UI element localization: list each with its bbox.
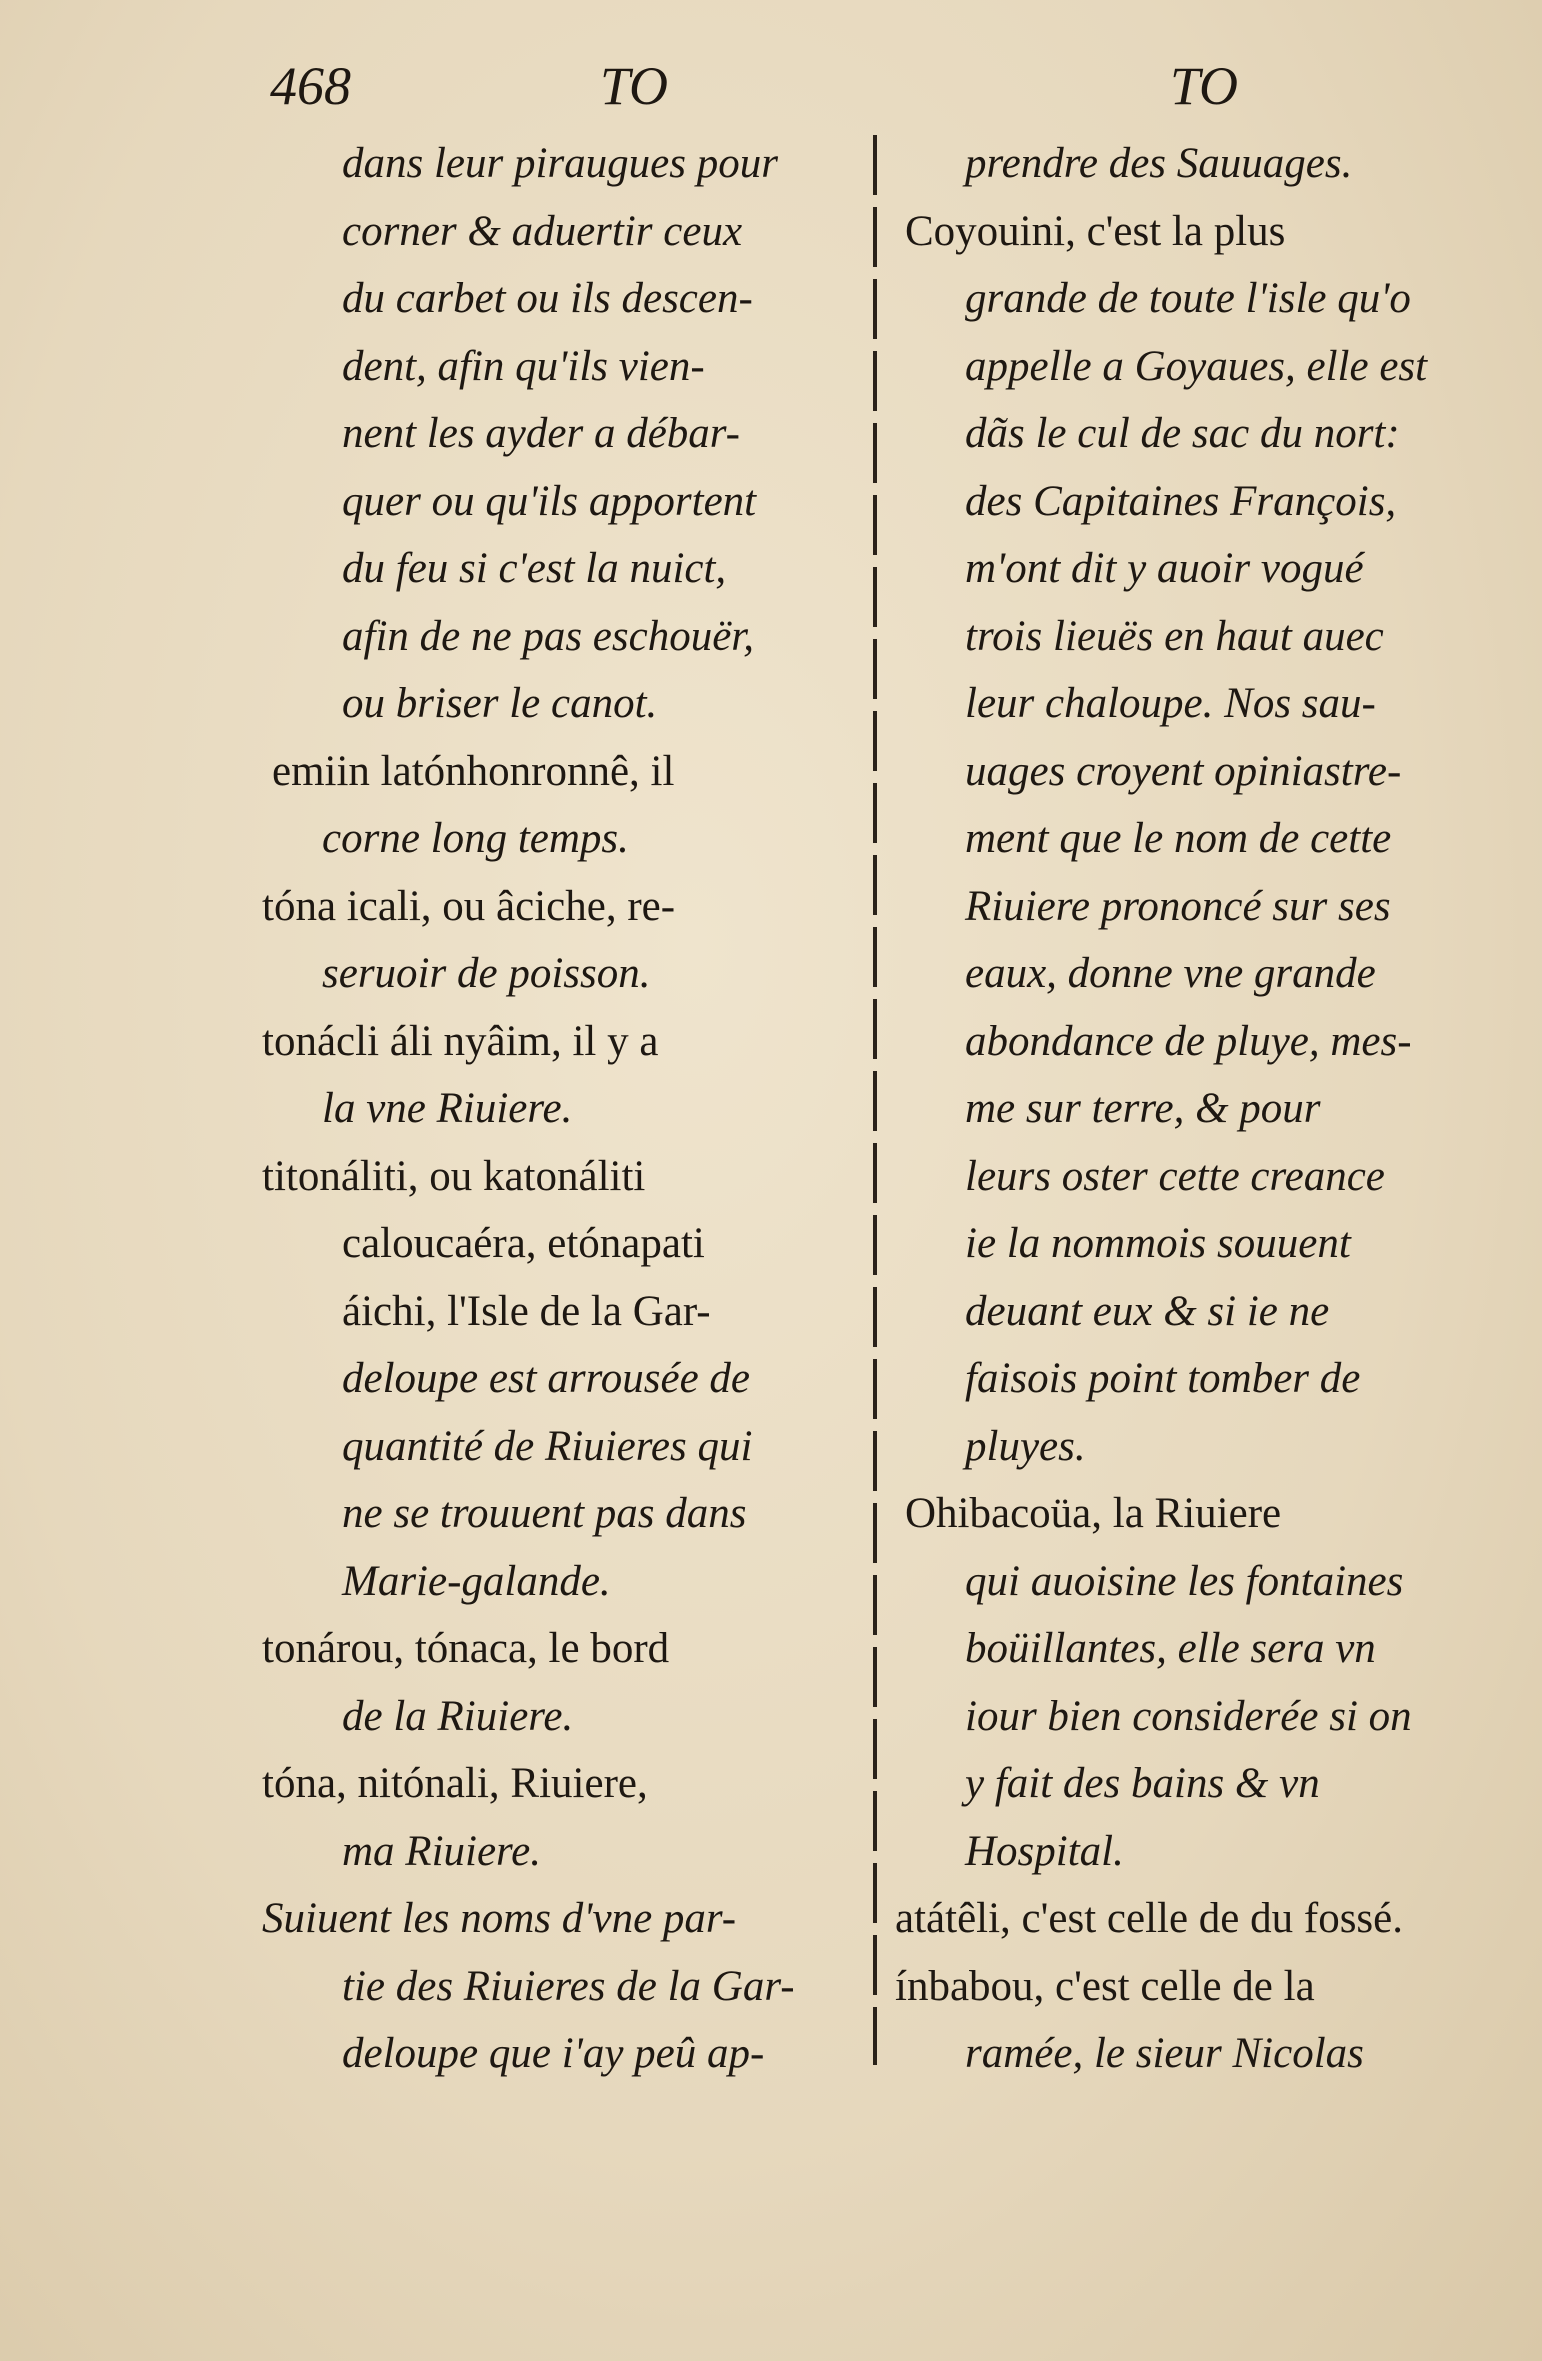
text-line: tonácli áli nyâim, il y a (262, 1017, 659, 1065)
right-column (895, 130, 1485, 2088)
text-line: ou briser le canot. (342, 680, 658, 727)
text-line: boüillantes, elle sera vn (965, 1625, 1376, 1672)
text-line: du feu si c'est la nuict, (342, 545, 727, 592)
text-line: Suiuent les noms d'vne par- (262, 1895, 737, 1942)
text-line: abondance de pluye, mes- (965, 1017, 1412, 1065)
text-line: tie des Riuieres de la Gar- (342, 1962, 795, 2010)
text-line: Riuiere prononcé sur ses (965, 882, 1391, 930)
text-line: caloucaéra, etónapati (342, 1220, 705, 1267)
text-line: du carbet ou ils descen- (342, 275, 753, 322)
text-line: eaux, donne vne grande (965, 950, 1376, 997)
text-line: des Capitaines François, (965, 477, 1397, 525)
text-line: ma Riuiere. (342, 1827, 542, 1875)
text-line: dent, afin qu'ils vien- (342, 342, 705, 390)
text-line: áichi, l'Isle de la Gar- (342, 1287, 711, 1335)
text-line: tóna, nitónali, Riuiere, (262, 1760, 648, 1807)
text-line: Hospital. (965, 1827, 1124, 1875)
text-line: quantité de Riuieres qui (342, 1422, 753, 1470)
text-line: ment que le nom de cette (965, 815, 1392, 862)
text-line: leur chaloupe. Nos sau- (965, 680, 1376, 727)
text-line: m'ont dit y auoir vogué (965, 545, 1364, 592)
text-line: iour bien considerée si on (965, 1692, 1412, 1740)
text-line: pluyes. (965, 1422, 1086, 1470)
left-running-head: TO (600, 56, 669, 116)
text-line: ne se trouuent pas dans (342, 1490, 747, 1537)
text-line: nent les ayder a débar- (342, 410, 740, 457)
page-number: 468 (270, 56, 351, 116)
left-column (262, 130, 872, 2088)
text-line: qui auoisine les fontaines (965, 1557, 1404, 1605)
text-line: deloupe est arrousée de (342, 1355, 750, 1402)
text-line: ie la nommois souuent (965, 1220, 1351, 1267)
right-running-head: TO (1170, 56, 1239, 116)
text-line: ramée, le sieur Nicolas (965, 2030, 1364, 2077)
text-line: ínbabou, c'est celle de la (895, 1962, 1315, 2010)
text-line: leurs oster cette creance (965, 1152, 1385, 1200)
text-line: dãs le cul de sac du nort: (965, 410, 1400, 457)
text-line: Coyouini, c'est la plus (905, 207, 1286, 255)
text-line: titonáliti, ou katonáliti (262, 1152, 646, 1200)
text-line: appelle a Goyaues, elle est (965, 342, 1428, 390)
text-line: seruoir de poisson. (322, 950, 651, 997)
text-line: atátêli, c'est celle de du fossé. (895, 1895, 1404, 1942)
text-line: afin de ne pas eschouër, (342, 612, 755, 660)
text-line: quer ou qu'ils apportent (342, 477, 757, 525)
text-line: me sur terre, & pour (965, 1085, 1321, 1132)
text-line: deloupe que i'ay peû ap- (342, 2030, 765, 2077)
text-line: grande de toute l'isle qu'o (965, 275, 1411, 322)
text-line: dans leur piraugues pour (342, 140, 778, 187)
text-line: Ohibacoüa, la Riuiere (905, 1490, 1282, 1537)
text-line: deuant eux & si ie ne (965, 1287, 1330, 1335)
text-line: emiin latónhonronnê, il (272, 747, 675, 795)
text-line: Marie-galande. (342, 1557, 611, 1605)
text-line: uages croyent opiniastre- (965, 747, 1402, 795)
text-line: prendre des Sauuages. (965, 140, 1353, 187)
running-header (270, 55, 1470, 125)
text-line: faisois point tomber de (965, 1355, 1361, 1402)
text-line: corne long temps. (322, 815, 629, 862)
text-line: tonárou, tónaca, le bord (262, 1625, 670, 1672)
text-line: corner & aduertir ceux (342, 207, 743, 255)
column-rule (873, 135, 877, 2065)
text-line: trois lieuës en haut auec (965, 612, 1384, 660)
text-line: la vne Riuiere. (322, 1085, 573, 1132)
text-line: tóna icali, ou âciche, re- (262, 882, 676, 930)
text-line: y fait des bains & vn (965, 1760, 1320, 1807)
text-line: de la Riuiere. (342, 1692, 574, 1740)
